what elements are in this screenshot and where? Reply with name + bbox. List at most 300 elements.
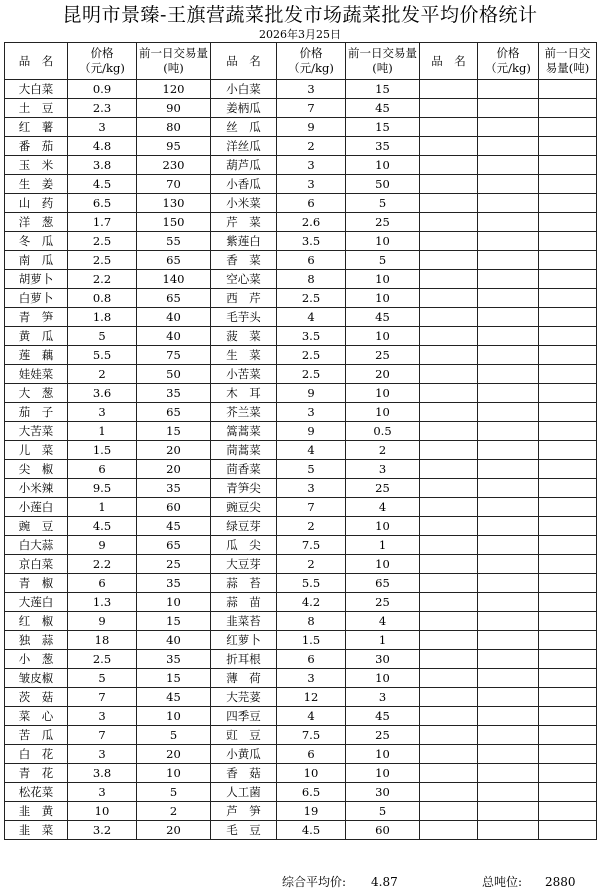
empty-cell bbox=[478, 745, 539, 764]
cell-volume: 1 bbox=[346, 536, 420, 555]
cell-name: 姜柄瓜 bbox=[211, 99, 277, 118]
table-row bbox=[5, 327, 597, 346]
header-price: 价格（元/kg) bbox=[478, 43, 539, 80]
table-row bbox=[5, 80, 597, 99]
cell-price: 5.5 bbox=[68, 346, 137, 365]
cell-name: 毛芋头 bbox=[211, 308, 277, 327]
cell-name: 洋 葱 bbox=[5, 213, 68, 232]
cell-volume: 3 bbox=[346, 688, 420, 707]
empty-cell bbox=[420, 669, 478, 688]
total-tonnage-value: 2880 bbox=[545, 875, 576, 889]
cell-volume: 25 bbox=[137, 555, 211, 574]
empty-cell bbox=[478, 612, 539, 631]
empty-cell bbox=[420, 80, 478, 99]
header-name: 品 名 bbox=[5, 43, 68, 80]
empty-cell bbox=[539, 821, 597, 840]
table-row bbox=[5, 251, 597, 270]
empty-cell bbox=[478, 650, 539, 669]
cell-name: 香 菇 bbox=[211, 764, 277, 783]
cell-name: 毛 豆 bbox=[211, 821, 277, 840]
cell-price: 1 bbox=[68, 422, 137, 441]
cell-name: 生 菜 bbox=[211, 346, 277, 365]
empty-cell bbox=[478, 498, 539, 517]
empty-cell bbox=[539, 555, 597, 574]
table-row bbox=[5, 308, 597, 327]
cell-price: 2.2 bbox=[68, 270, 137, 289]
cell-price: 3 bbox=[68, 403, 137, 422]
cell-name: 人工菌 bbox=[211, 783, 277, 802]
report-date: 2026年3月25日 bbox=[259, 28, 341, 41]
cell-volume: 80 bbox=[137, 118, 211, 137]
cell-volume: 70 bbox=[137, 175, 211, 194]
cell-price: 3.8 bbox=[68, 156, 137, 175]
empty-cell bbox=[539, 764, 597, 783]
empty-cell bbox=[478, 80, 539, 99]
table-row bbox=[5, 194, 597, 213]
cell-price: 4.5 bbox=[68, 175, 137, 194]
empty-cell bbox=[478, 479, 539, 498]
cell-name: 白萝卜 bbox=[5, 289, 68, 308]
table-row bbox=[5, 517, 597, 536]
empty-cell bbox=[539, 707, 597, 726]
table-row bbox=[5, 460, 597, 479]
empty-cell bbox=[539, 631, 597, 650]
cell-price: 2.2 bbox=[68, 555, 137, 574]
cell-price: 6 bbox=[68, 460, 137, 479]
cell-name: 儿 菜 bbox=[5, 441, 68, 460]
cell-price: 7 bbox=[68, 726, 137, 745]
cell-name: 小 葱 bbox=[5, 650, 68, 669]
empty-cell bbox=[420, 213, 478, 232]
empty-cell bbox=[478, 365, 539, 384]
cell-name: 南 瓜 bbox=[5, 251, 68, 270]
empty-cell bbox=[420, 479, 478, 498]
empty-cell bbox=[420, 175, 478, 194]
cell-name: 四季豆 bbox=[211, 707, 277, 726]
header-name: 品 名 bbox=[211, 43, 277, 80]
cell-price: 10 bbox=[277, 764, 346, 783]
cell-volume: 3 bbox=[346, 460, 420, 479]
empty-cell bbox=[478, 194, 539, 213]
table-row bbox=[5, 669, 597, 688]
empty-cell bbox=[539, 251, 597, 270]
cell-volume: 10 bbox=[346, 384, 420, 403]
cell-price: 1.5 bbox=[68, 441, 137, 460]
cell-volume: 25 bbox=[346, 593, 420, 612]
cell-price: 7 bbox=[277, 99, 346, 118]
total-tonnage-label: 总吨位: bbox=[482, 875, 523, 889]
table-row bbox=[5, 574, 597, 593]
empty-cell bbox=[478, 707, 539, 726]
empty-cell bbox=[478, 669, 539, 688]
cell-price: 5.5 bbox=[277, 574, 346, 593]
cell-volume: 2 bbox=[346, 441, 420, 460]
empty-cell bbox=[478, 270, 539, 289]
header-volume: 前一日交易量(吨) bbox=[346, 43, 420, 80]
table-row bbox=[5, 422, 597, 441]
table-row bbox=[5, 270, 597, 289]
cell-volume: 25 bbox=[346, 213, 420, 232]
cell-price: 1.3 bbox=[68, 593, 137, 612]
empty-cell bbox=[478, 631, 539, 650]
cell-volume: 5 bbox=[137, 726, 211, 745]
cell-name: 冬 瓜 bbox=[5, 232, 68, 251]
cell-volume: 10 bbox=[346, 289, 420, 308]
cell-volume: 15 bbox=[137, 612, 211, 631]
empty-cell bbox=[539, 498, 597, 517]
table-row bbox=[5, 612, 597, 631]
empty-cell bbox=[420, 707, 478, 726]
cell-price: 7 bbox=[277, 498, 346, 517]
cell-name: 青 椒 bbox=[5, 574, 68, 593]
cell-price: 9 bbox=[277, 422, 346, 441]
cell-price: 1.8 bbox=[68, 308, 137, 327]
cell-price: 3 bbox=[277, 669, 346, 688]
empty-cell bbox=[420, 137, 478, 156]
table-row bbox=[5, 783, 597, 802]
cell-price: 2 bbox=[277, 137, 346, 156]
cell-volume: 25 bbox=[346, 726, 420, 745]
cell-name: 独 蒜 bbox=[5, 631, 68, 650]
empty-cell bbox=[420, 99, 478, 118]
cell-volume: 130 bbox=[137, 194, 211, 213]
empty-cell bbox=[539, 460, 597, 479]
cell-volume: 25 bbox=[346, 479, 420, 498]
table-row bbox=[5, 802, 597, 821]
cell-price: 3.5 bbox=[277, 232, 346, 251]
cell-name: 蒜 苔 bbox=[211, 574, 277, 593]
empty-cell bbox=[478, 384, 539, 403]
cell-price: 19 bbox=[277, 802, 346, 821]
cell-price: 5 bbox=[68, 669, 137, 688]
cell-volume: 40 bbox=[137, 631, 211, 650]
cell-price: 6 bbox=[277, 650, 346, 669]
cell-volume: 40 bbox=[137, 327, 211, 346]
cell-name: 木 耳 bbox=[211, 384, 277, 403]
empty-cell bbox=[420, 574, 478, 593]
cell-volume: 230 bbox=[137, 156, 211, 175]
empty-cell bbox=[420, 688, 478, 707]
cell-price: 18 bbox=[68, 631, 137, 650]
cell-name: 茄 子 bbox=[5, 403, 68, 422]
empty-cell bbox=[478, 137, 539, 156]
cell-volume: 65 bbox=[346, 574, 420, 593]
cell-name: 豌豆尖 bbox=[211, 498, 277, 517]
cell-price: 6 bbox=[277, 251, 346, 270]
cell-name: 黄 瓜 bbox=[5, 327, 68, 346]
cell-name: 芦 笋 bbox=[211, 802, 277, 821]
cell-name: 茼蒿菜 bbox=[211, 441, 277, 460]
cell-volume: 90 bbox=[137, 99, 211, 118]
empty-cell bbox=[478, 802, 539, 821]
cell-volume: 10 bbox=[346, 764, 420, 783]
cell-price: 1.5 bbox=[277, 631, 346, 650]
cell-price: 4.5 bbox=[68, 517, 137, 536]
price-table bbox=[4, 42, 597, 840]
header-price: 价格（元/kg) bbox=[68, 43, 137, 80]
cell-name: 大苦菜 bbox=[5, 422, 68, 441]
cell-name: 丝 瓜 bbox=[211, 118, 277, 137]
cell-price: 2.5 bbox=[277, 365, 346, 384]
empty-cell bbox=[478, 308, 539, 327]
empty-cell bbox=[539, 327, 597, 346]
empty-cell bbox=[420, 802, 478, 821]
cell-volume: 10 bbox=[346, 327, 420, 346]
cell-volume: 65 bbox=[137, 251, 211, 270]
cell-name: 葫芦瓜 bbox=[211, 156, 277, 175]
cell-volume: 10 bbox=[346, 555, 420, 574]
empty-cell bbox=[420, 593, 478, 612]
cell-volume: 30 bbox=[346, 650, 420, 669]
empty-cell bbox=[420, 441, 478, 460]
cell-volume: 10 bbox=[346, 403, 420, 422]
cell-name: 青 笋 bbox=[5, 308, 68, 327]
cell-name: 小白菜 bbox=[211, 80, 277, 99]
cell-name: 京白菜 bbox=[5, 555, 68, 574]
cell-name: 香 菜 bbox=[211, 251, 277, 270]
empty-cell bbox=[539, 612, 597, 631]
cell-price: 7.5 bbox=[277, 536, 346, 555]
empty-cell bbox=[539, 365, 597, 384]
cell-volume: 10 bbox=[137, 593, 211, 612]
empty-cell bbox=[539, 536, 597, 555]
empty-cell bbox=[420, 251, 478, 270]
empty-cell bbox=[539, 745, 597, 764]
cell-price: 8 bbox=[277, 612, 346, 631]
cell-price: 3 bbox=[277, 403, 346, 422]
empty-cell bbox=[539, 289, 597, 308]
empty-cell bbox=[539, 441, 597, 460]
cell-name: 蒜 苗 bbox=[211, 593, 277, 612]
empty-cell bbox=[478, 99, 539, 118]
empty-cell bbox=[420, 118, 478, 137]
empty-cell bbox=[539, 270, 597, 289]
empty-cell bbox=[539, 593, 597, 612]
empty-cell bbox=[539, 213, 597, 232]
cell-volume: 20 bbox=[137, 441, 211, 460]
cell-volume: 5 bbox=[137, 783, 211, 802]
cell-volume: 50 bbox=[346, 175, 420, 194]
table-header-row bbox=[5, 43, 597, 80]
cell-name: 小香瓜 bbox=[211, 175, 277, 194]
cell-price: 3 bbox=[68, 118, 137, 137]
empty-cell bbox=[539, 118, 597, 137]
cell-name: 大莲白 bbox=[5, 593, 68, 612]
empty-cell bbox=[420, 346, 478, 365]
cell-price: 5 bbox=[277, 460, 346, 479]
cell-name: 茨 菇 bbox=[5, 688, 68, 707]
table-row bbox=[5, 764, 597, 783]
cell-volume: 2 bbox=[137, 802, 211, 821]
cell-volume: 10 bbox=[346, 270, 420, 289]
empty-cell bbox=[478, 821, 539, 840]
cell-price: 0.8 bbox=[68, 289, 137, 308]
cell-volume: 45 bbox=[346, 308, 420, 327]
cell-name: 芥兰菜 bbox=[211, 403, 277, 422]
cell-volume: 35 bbox=[137, 574, 211, 593]
cell-price: 0.9 bbox=[68, 80, 137, 99]
price-table-body bbox=[5, 43, 597, 840]
empty-cell bbox=[478, 346, 539, 365]
cell-price: 2.5 bbox=[68, 251, 137, 270]
cell-volume: 10 bbox=[346, 517, 420, 536]
cell-price: 6 bbox=[277, 194, 346, 213]
empty-cell bbox=[420, 403, 478, 422]
empty-cell bbox=[420, 745, 478, 764]
cell-name: 洋丝瓜 bbox=[211, 137, 277, 156]
table-row bbox=[5, 498, 597, 517]
cell-name: 薄 荷 bbox=[211, 669, 277, 688]
empty-cell bbox=[539, 194, 597, 213]
cell-price: 5 bbox=[68, 327, 137, 346]
cell-name: 豇 豆 bbox=[211, 726, 277, 745]
cell-volume: 65 bbox=[137, 403, 211, 422]
cell-price: 9 bbox=[277, 384, 346, 403]
table-row bbox=[5, 441, 597, 460]
cell-price: 2.5 bbox=[68, 650, 137, 669]
empty-cell bbox=[478, 726, 539, 745]
cell-price: 1 bbox=[68, 498, 137, 517]
cell-price: 3 bbox=[277, 156, 346, 175]
cell-volume: 25 bbox=[346, 346, 420, 365]
empty-cell bbox=[420, 517, 478, 536]
cell-price: 3 bbox=[68, 707, 137, 726]
empty-cell bbox=[478, 574, 539, 593]
empty-cell bbox=[539, 232, 597, 251]
cell-volume: 20 bbox=[346, 365, 420, 384]
empty-cell bbox=[420, 384, 478, 403]
empty-cell bbox=[478, 213, 539, 232]
cell-price: 9 bbox=[68, 536, 137, 555]
cell-price: 12 bbox=[277, 688, 346, 707]
header-name: 品 名 bbox=[420, 43, 478, 80]
table-row bbox=[5, 726, 597, 745]
empty-cell bbox=[478, 156, 539, 175]
cell-name: 山 药 bbox=[5, 194, 68, 213]
page-title: 昆明市景臻-王旗营蔬菜批发市场蔬菜批发平均价格统计 bbox=[62, 4, 538, 26]
cell-name: 茴香菜 bbox=[211, 460, 277, 479]
cell-volume: 20 bbox=[137, 821, 211, 840]
cell-name: 红萝卜 bbox=[211, 631, 277, 650]
cell-price: 2.3 bbox=[68, 99, 137, 118]
empty-cell bbox=[420, 536, 478, 555]
cell-price: 2.5 bbox=[277, 346, 346, 365]
empty-cell bbox=[539, 726, 597, 745]
cell-name: 大芫荽 bbox=[211, 688, 277, 707]
empty-cell bbox=[539, 517, 597, 536]
cell-volume: 10 bbox=[137, 707, 211, 726]
empty-cell bbox=[478, 460, 539, 479]
cell-price: 4 bbox=[277, 308, 346, 327]
empty-cell bbox=[539, 308, 597, 327]
empty-cell bbox=[478, 688, 539, 707]
cell-price: 6 bbox=[277, 745, 346, 764]
table-row bbox=[5, 688, 597, 707]
cell-price: 7 bbox=[68, 688, 137, 707]
cell-volume: 45 bbox=[137, 517, 211, 536]
cell-volume: 20 bbox=[137, 460, 211, 479]
cell-price: 4.5 bbox=[277, 821, 346, 840]
cell-price: 2 bbox=[277, 517, 346, 536]
empty-cell bbox=[478, 422, 539, 441]
table-row bbox=[5, 536, 597, 555]
cell-price: 4.8 bbox=[68, 137, 137, 156]
cell-name: 青笋尖 bbox=[211, 479, 277, 498]
empty-cell bbox=[478, 118, 539, 137]
cell-name: 生 姜 bbox=[5, 175, 68, 194]
empty-cell bbox=[539, 783, 597, 802]
empty-cell bbox=[478, 289, 539, 308]
cell-name: 空心菜 bbox=[211, 270, 277, 289]
header-volume: 前一日交易量(吨) bbox=[137, 43, 211, 80]
cell-volume: 10 bbox=[346, 232, 420, 251]
cell-volume: 10 bbox=[346, 669, 420, 688]
table-row bbox=[5, 289, 597, 308]
cell-volume: 15 bbox=[346, 118, 420, 137]
table-row bbox=[5, 156, 597, 175]
cell-volume: 15 bbox=[137, 422, 211, 441]
empty-cell bbox=[420, 365, 478, 384]
cell-name: 番 茄 bbox=[5, 137, 68, 156]
table-row bbox=[5, 346, 597, 365]
cell-name: 青 花 bbox=[5, 764, 68, 783]
empty-cell bbox=[478, 764, 539, 783]
empty-cell bbox=[420, 308, 478, 327]
empty-cell bbox=[420, 498, 478, 517]
cell-price: 7.5 bbox=[277, 726, 346, 745]
table-row bbox=[5, 99, 597, 118]
empty-cell bbox=[539, 384, 597, 403]
table-row bbox=[5, 593, 597, 612]
cell-name: 西 芹 bbox=[211, 289, 277, 308]
cell-price: 6.5 bbox=[68, 194, 137, 213]
empty-cell bbox=[478, 517, 539, 536]
empty-cell bbox=[478, 232, 539, 251]
cell-volume: 120 bbox=[137, 80, 211, 99]
cell-price: 6.5 bbox=[277, 783, 346, 802]
cell-name: 莲 藕 bbox=[5, 346, 68, 365]
empty-cell bbox=[478, 403, 539, 422]
cell-price: 3 bbox=[277, 80, 346, 99]
cell-name: 玉 米 bbox=[5, 156, 68, 175]
table-row bbox=[5, 555, 597, 574]
cell-volume: 95 bbox=[137, 137, 211, 156]
cell-volume: 10 bbox=[346, 156, 420, 175]
table-row bbox=[5, 745, 597, 764]
cell-price: 2 bbox=[68, 365, 137, 384]
cell-price: 2.6 bbox=[277, 213, 346, 232]
cell-price: 6 bbox=[68, 574, 137, 593]
cell-price: 3 bbox=[68, 745, 137, 764]
table-row bbox=[5, 821, 597, 840]
empty-cell bbox=[478, 327, 539, 346]
empty-cell bbox=[539, 137, 597, 156]
cell-volume: 0.5 bbox=[346, 422, 420, 441]
cell-volume: 40 bbox=[137, 308, 211, 327]
cell-volume: 10 bbox=[346, 745, 420, 764]
cell-price: 3 bbox=[277, 175, 346, 194]
table-row bbox=[5, 403, 597, 422]
cell-name: 折耳根 bbox=[211, 650, 277, 669]
cell-price: 9.5 bbox=[68, 479, 137, 498]
empty-cell bbox=[539, 422, 597, 441]
empty-cell bbox=[420, 555, 478, 574]
cell-name: 白 花 bbox=[5, 745, 68, 764]
cell-name: 娃娃菜 bbox=[5, 365, 68, 384]
empty-cell bbox=[478, 555, 539, 574]
cell-volume: 75 bbox=[137, 346, 211, 365]
empty-cell bbox=[420, 289, 478, 308]
